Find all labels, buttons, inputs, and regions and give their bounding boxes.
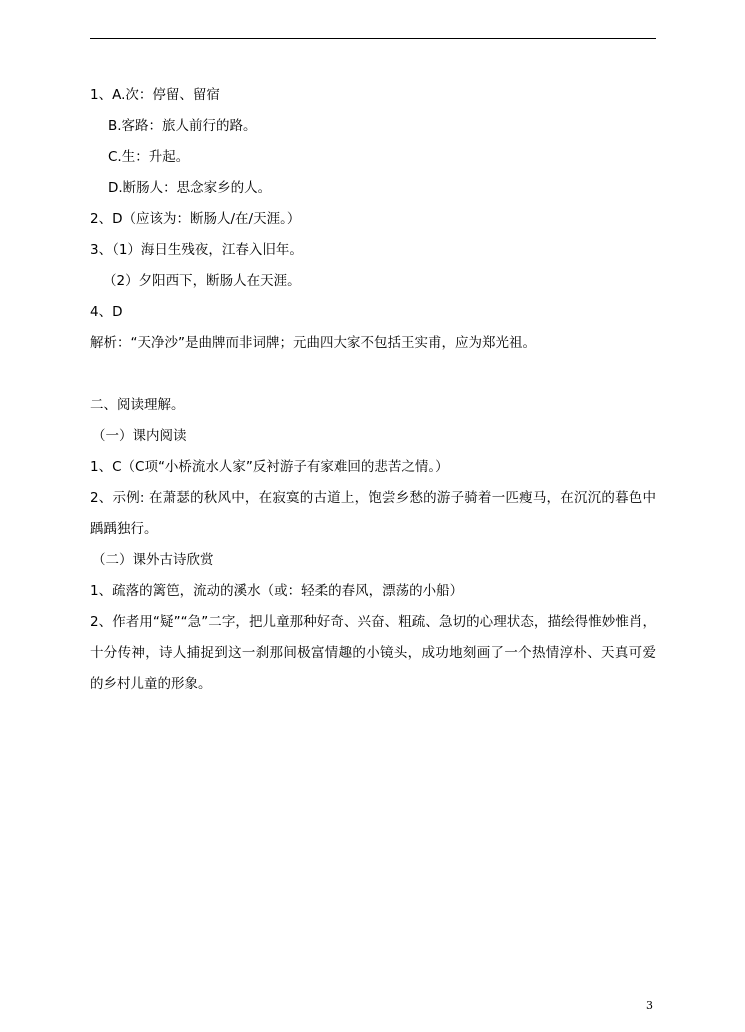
part2-answer-1: 1、疏落的篱笆，流动的溪水（或：轻柔的春风，漂荡的小船） (90, 583, 464, 599)
answer-1b: B.客路：旅人前行的路。 (108, 118, 257, 134)
part2-title: （二）课外古诗欣赏 (92, 552, 214, 568)
answer-2: 2、D（应该为：断肠人/在/天涯。） (90, 211, 301, 227)
section-gap (90, 359, 656, 390)
answer-4: 4、D (90, 304, 123, 320)
part2-answer-2: 2、作者用“疑”“急”二字，把儿童那种好奇、兴奋、粗疏、急切的心理状态，描绘得惟妙惟肖，十分传神，诗人捕捉到这一刹那间极富情趣的小镜头，成功地刻画了一个热情淳朴、天真可爱的乡村儿童的形象。 (90, 614, 656, 692)
part1-title: （一）课内阅读 (92, 428, 187, 444)
document-body (90, 80, 656, 700)
header-rule (90, 38, 656, 39)
part1-answer-2: 2、示例: 在萧瑟的秋风中，在寂寞的古道上，饱尝乡愁的游子骑着一匹瘦马，在沉沉的暮色中踽踽独行。 (90, 490, 656, 537)
answer-3-1: 3、（1）海日生残夜，江春入旧年。 (90, 242, 303, 258)
part1-answer-1: 1、C（C项“小桥流水人家”反衬游子有家难回的悲苦之情。） (90, 459, 449, 475)
answer-3-2: （2）夕阳西下，断肠人在天涯。 (103, 273, 301, 289)
answer-4-analysis: 解析：“天净沙”是曲牌而非词牌；元曲四大家不包括王实甫，应为郑光祖。 (90, 335, 536, 351)
section-title-reading: 二、阅读理解。 (90, 397, 185, 413)
answer-1d: D.断肠人：思念家乡的人。 (108, 180, 272, 196)
page-number: 3 (646, 999, 653, 1012)
answer-1a: 1、A.次：停留、留宿 (90, 87, 220, 103)
answer-1c: C.生：升起。 (108, 149, 190, 165)
